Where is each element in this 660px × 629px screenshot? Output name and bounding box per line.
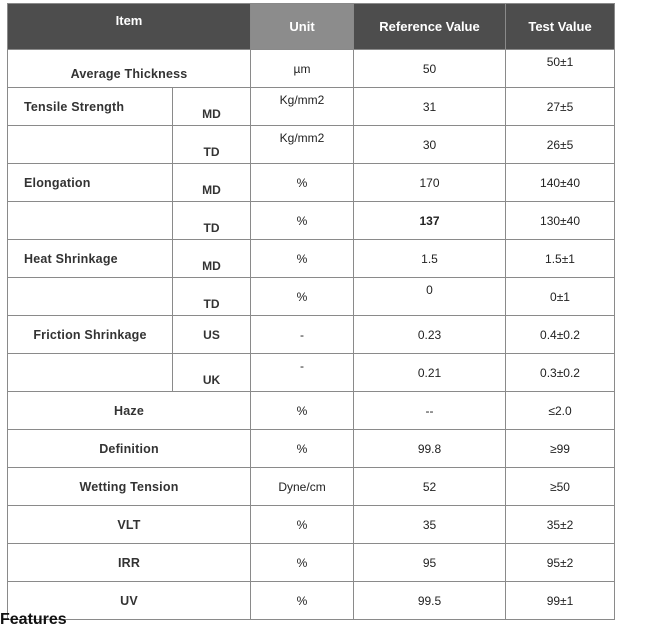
reference-cell: 0.23 (354, 316, 506, 354)
unit-cell: µm (251, 50, 354, 88)
features-heading: Features (0, 611, 67, 628)
test-cell: ≤2.0 (506, 392, 615, 430)
reference-cell: 52 (354, 468, 506, 506)
unit-cell: % (251, 582, 354, 620)
header-reference-value: Reference Value (354, 4, 506, 50)
test-cell: 140±40 (506, 164, 615, 202)
unit-cell: % (251, 392, 354, 430)
direction-us: US (173, 316, 251, 354)
row-label-friction-shrinkage: Friction Shrinkage (8, 316, 173, 354)
reference-cell: 99.8 (354, 430, 506, 468)
reference-cell: 95 (354, 544, 506, 582)
direction-td: TD (173, 278, 251, 316)
row-label-tensile-strength: Tensile Strength (8, 88, 173, 126)
empty-label-cell (8, 126, 173, 164)
unit-cell: % (251, 544, 354, 582)
direction-md: MD (173, 240, 251, 278)
unit-cell: Kg/mm2 (251, 126, 354, 164)
empty-label-cell (8, 354, 173, 392)
spec-table (7, 3, 615, 620)
unit-cell: % (251, 506, 354, 544)
table-row (8, 240, 615, 278)
table-row (8, 126, 615, 164)
unit-cell: Dyne/cm (251, 468, 354, 506)
table-row (8, 468, 615, 506)
table-row (8, 354, 615, 392)
direction-md: MD (173, 164, 251, 202)
unit-cell: Kg/mm2 (251, 88, 354, 126)
empty-label-cell (8, 202, 173, 240)
test-cell: ≥50 (506, 468, 615, 506)
table-row (8, 582, 615, 620)
test-cell: 95±2 (506, 544, 615, 582)
unit-cell: % (251, 278, 354, 316)
reference-cell: 31 (354, 88, 506, 126)
header-unit: Unit (251, 4, 354, 50)
table-row (8, 392, 615, 430)
table-row (8, 544, 615, 582)
row-label-irr: IRR (8, 544, 251, 582)
test-cell: 1.5±1 (506, 240, 615, 278)
empty-label-cell (8, 278, 173, 316)
reference-cell: 0.21 (354, 354, 506, 392)
reference-cell: 0 (354, 278, 506, 316)
row-label-haze: Haze (8, 392, 251, 430)
unit-cell: % (251, 430, 354, 468)
reference-cell: 137 (354, 202, 506, 240)
row-label-vlt: VLT (8, 506, 251, 544)
unit-cell: - (251, 316, 354, 354)
reference-cell: 35 (354, 506, 506, 544)
reference-cell: 50 (354, 50, 506, 88)
direction-md: MD (173, 88, 251, 126)
unit-cell: % (251, 164, 354, 202)
header-test-value: Test Value (506, 4, 615, 50)
unit-cell: % (251, 240, 354, 278)
table-row (8, 506, 615, 544)
row-label-wetting-tension: Wetting Tension (8, 468, 251, 506)
test-cell: 26±5 (506, 126, 615, 164)
reference-cell: 1.5 (354, 240, 506, 278)
row-label-average-thickness: Average Thickness (8, 50, 251, 88)
test-cell: 0.3±0.2 (506, 354, 615, 392)
table-row (8, 164, 615, 202)
reference-cell: 99.5 (354, 582, 506, 620)
reference-cell: -- (354, 392, 506, 430)
direction-td: TD (173, 202, 251, 240)
table-row (8, 50, 615, 88)
row-label-uv: UV (8, 582, 251, 620)
table-row (8, 88, 615, 126)
header-row (8, 4, 615, 50)
unit-cell: - (251, 354, 354, 392)
test-cell: 99±1 (506, 582, 615, 620)
test-cell: 35±2 (506, 506, 615, 544)
unit-cell: % (251, 202, 354, 240)
test-cell: 130±40 (506, 202, 615, 240)
test-cell: 50±1 (506, 50, 615, 88)
table-row (8, 316, 615, 354)
test-cell: 0±1 (506, 278, 615, 316)
table-row (8, 202, 615, 240)
table-row (8, 430, 615, 468)
header-item: Item (8, 4, 251, 50)
direction-td: TD (173, 126, 251, 164)
test-cell: 0.4±0.2 (506, 316, 615, 354)
table-row (8, 278, 615, 316)
row-label-heat-shrinkage: Heat Shrinkage (8, 240, 173, 278)
row-label-definition: Definition (8, 430, 251, 468)
test-cell: ≥99 (506, 430, 615, 468)
reference-cell: 30 (354, 126, 506, 164)
reference-cell: 170 (354, 164, 506, 202)
row-label-elongation: Elongation (8, 164, 173, 202)
direction-uk: UK (173, 354, 251, 392)
test-cell: 27±5 (506, 88, 615, 126)
